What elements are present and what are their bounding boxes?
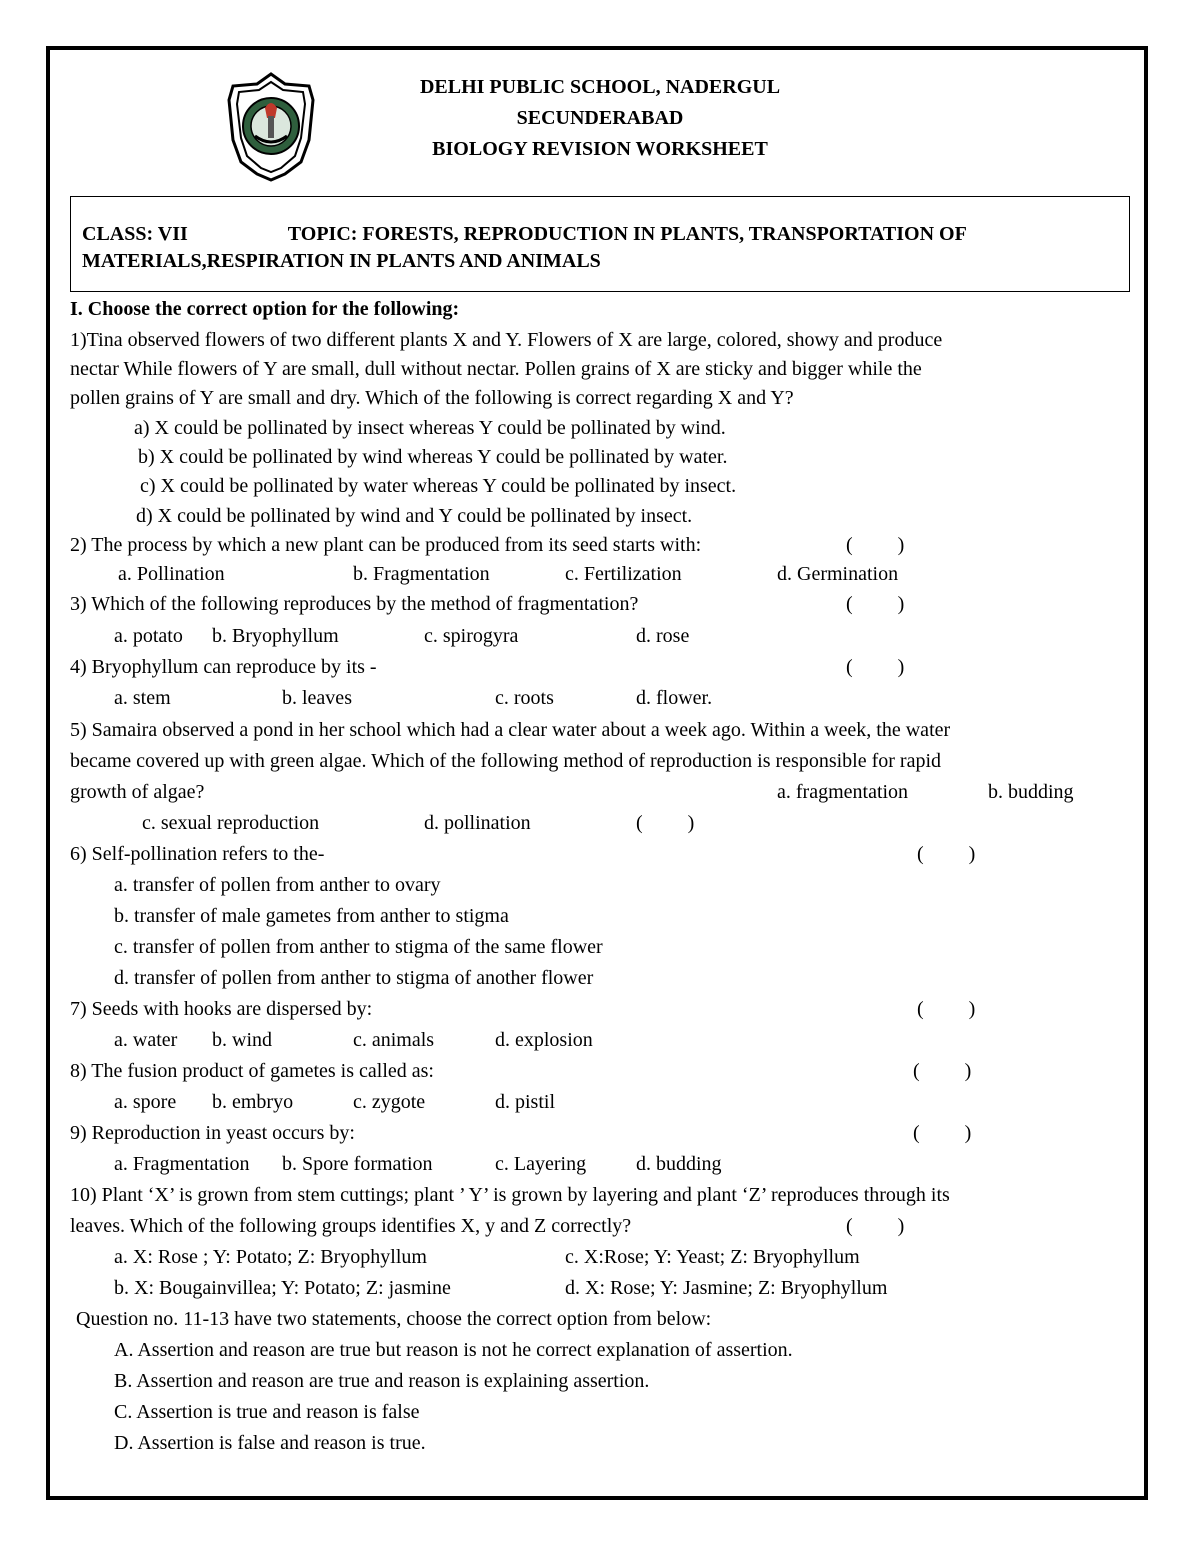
section-heading: I. Choose the correct option for the following: bbox=[70, 298, 460, 320]
q2-answer-blank: ( ) bbox=[846, 534, 905, 556]
q3-answer-blank: ( ) bbox=[846, 593, 905, 615]
q9-answer-blank: ( ) bbox=[913, 1122, 972, 1144]
q6-text: 6) Self-pollination refers to the- bbox=[70, 843, 325, 865]
q7-option-a: a. water bbox=[114, 1029, 178, 1051]
q9-text: 9) Reproduction in yeast occurs by: bbox=[70, 1122, 355, 1144]
q8-option-a: a. spore bbox=[114, 1091, 177, 1113]
q3-option-b: b. Bryophyllum bbox=[212, 625, 339, 647]
q10-option-a: a. X: Rose ; Y: Potato; Z: Bryophyllum bbox=[114, 1246, 427, 1268]
q10-option-d: d. X: Rose; Y: Jasmine; Z: Bryophyllum bbox=[565, 1277, 888, 1299]
q7-option-c: c. animals bbox=[353, 1029, 435, 1051]
topic-line1: TOPIC: FORESTS, REPRODUCTION IN PLANTS, TRANSPORTATION OF bbox=[287, 223, 967, 245]
q10-line1: 10) Plant ‘X’ is grown from stem cuttings; plant ’ Y’ is grown by layering and plant ‘Z’ reproduces through its bbox=[70, 1184, 950, 1206]
q2-option-c: c. Fertilization bbox=[565, 563, 682, 585]
q9-option-a: a. Fragmentation bbox=[114, 1153, 250, 1175]
school-name: DELHI PUBLIC SCHOOL, NADERGUL bbox=[419, 76, 781, 98]
q3-option-c: c. spirogyra bbox=[424, 625, 519, 647]
q1-line2: nectar While flowers of Y are small, dull without nectar. Pollen grains of X are sticky and bigger while the bbox=[70, 358, 922, 380]
q7-text: 7) Seeds with hooks are dispersed by: bbox=[70, 998, 373, 1020]
q6-option-c: c. transfer of pollen from anther to stigma of the same flower bbox=[114, 936, 603, 958]
worksheet-title: BIOLOGY REVISION WORKSHEET bbox=[432, 138, 768, 160]
assertion-intro: Question no. 11-13 have two statements, choose the correct option from below: bbox=[76, 1308, 712, 1330]
q9-option-b: b. Spore formation bbox=[282, 1153, 433, 1175]
q4-answer-blank: ( ) bbox=[846, 656, 905, 678]
q8-option-b: b. embryo bbox=[212, 1091, 294, 1113]
q5-option-d: d. pollination bbox=[424, 812, 531, 834]
q1-line1: 1)Tina observed flowers of two different plants X and Y. Flowers of X are large, colored, showy and produce bbox=[70, 329, 943, 351]
class-info bbox=[82, 221, 1122, 275]
q4-text: 4) Bryophyllum can reproduce by its - bbox=[70, 656, 377, 678]
q1-option-c: c) X could be pollinated by water whereas Y could be pollinated by insect. bbox=[140, 475, 737, 497]
assertion-option-b: B. Assertion and reason are true and reason is explaining assertion. bbox=[114, 1370, 650, 1392]
q6-option-b: b. transfer of male gametes from anther to stigma bbox=[114, 905, 509, 927]
topic-line2: MATERIALS,RESPIRATION IN PLANTS AND ANIMALS bbox=[82, 250, 601, 272]
q5-line2: became covered up with green algae. Which of the following method of reproduction is responsible for rapid bbox=[70, 750, 942, 772]
school-header bbox=[300, 72, 900, 165]
q1-option-d: d) X could be pollinated by wind and Y could be pollinated by insect. bbox=[136, 505, 693, 527]
q2-option-b: b. Fragmentation bbox=[353, 563, 490, 585]
q7-option-b: b. wind bbox=[212, 1029, 272, 1051]
q8-answer-blank: ( ) bbox=[913, 1060, 972, 1082]
q8-option-c: c. zygote bbox=[353, 1091, 426, 1113]
class-label: CLASS: VII bbox=[82, 223, 188, 245]
assertion-option-d: D. Assertion is false and reason is true. bbox=[114, 1432, 426, 1454]
q2-text: 2) The process by which a new plant can be produced from its seed starts with: bbox=[70, 534, 702, 556]
q5-option-b: b. budding bbox=[988, 781, 1074, 803]
q7-option-d: d. explosion bbox=[495, 1029, 593, 1051]
school-city: SECUNDERABAD bbox=[516, 107, 684, 129]
q10-option-b: b. X: Bougainvillea; Y: Potato; Z: jasmine bbox=[114, 1277, 451, 1299]
q2-option-d: d. Germination bbox=[777, 563, 899, 585]
q1-option-a: a) X could be pollinated by insect whereas Y could be pollinated by wind. bbox=[134, 417, 726, 439]
q2-option-a: a. Pollination bbox=[118, 563, 225, 585]
q5-answer-blank: ( ) bbox=[636, 812, 695, 834]
q4-option-b: b. leaves bbox=[282, 687, 352, 709]
q6-option-a: a. transfer of pollen from anther to ovary bbox=[114, 874, 441, 896]
assertion-option-a: A. Assertion and reason are true but reason is not he correct explanation of assertion. bbox=[114, 1339, 793, 1361]
q9-option-c: c. Layering bbox=[495, 1153, 587, 1175]
q8-text: 8) The fusion product of gametes is called as: bbox=[70, 1060, 434, 1082]
assertion-option-c: C. Assertion is true and reason is false bbox=[114, 1401, 420, 1423]
q10-line2: leaves. Which of the following groups identifies X, y and Z correctly? bbox=[70, 1215, 632, 1237]
q3-text: 3) Which of the following reproduces by the method of fragmentation? bbox=[70, 593, 639, 615]
q5-line3: growth of algae? bbox=[70, 781, 205, 803]
q3-option-d: d. rose bbox=[636, 625, 690, 647]
q9-option-d: d. budding bbox=[636, 1153, 722, 1175]
q1-option-b: b) X could be pollinated by wind whereas Y could be pollinated by water. bbox=[138, 446, 728, 468]
q6-option-d: d. transfer of pollen from anther to stigma of another flower bbox=[114, 967, 594, 989]
q10-answer-blank: ( ) bbox=[846, 1215, 905, 1237]
q7-answer-blank: ( ) bbox=[917, 998, 976, 1020]
q3-option-a: a. potato bbox=[114, 625, 183, 647]
q5-option-a: a. fragmentation bbox=[777, 781, 909, 803]
q4-option-a: a. stem bbox=[114, 687, 171, 709]
q10-option-c: c. X:Rose; Y: Yeast; Z: Bryophyllum bbox=[565, 1246, 860, 1268]
q4-option-c: c. roots bbox=[495, 687, 554, 709]
q4-option-d: d. flower. bbox=[636, 687, 713, 709]
q8-option-d: d. pistil bbox=[495, 1091, 556, 1113]
q6-answer-blank: ( ) bbox=[917, 843, 976, 865]
q5-line1: 5) Samaira observed a pond in her school which had a clear water about a week ago. Within a week, the water bbox=[70, 719, 951, 741]
q1-line3: pollen grains of Y are small and dry. Which of the following is correct regarding X and Y? bbox=[70, 387, 794, 409]
q5-option-c: c. sexual reproduction bbox=[142, 812, 320, 834]
